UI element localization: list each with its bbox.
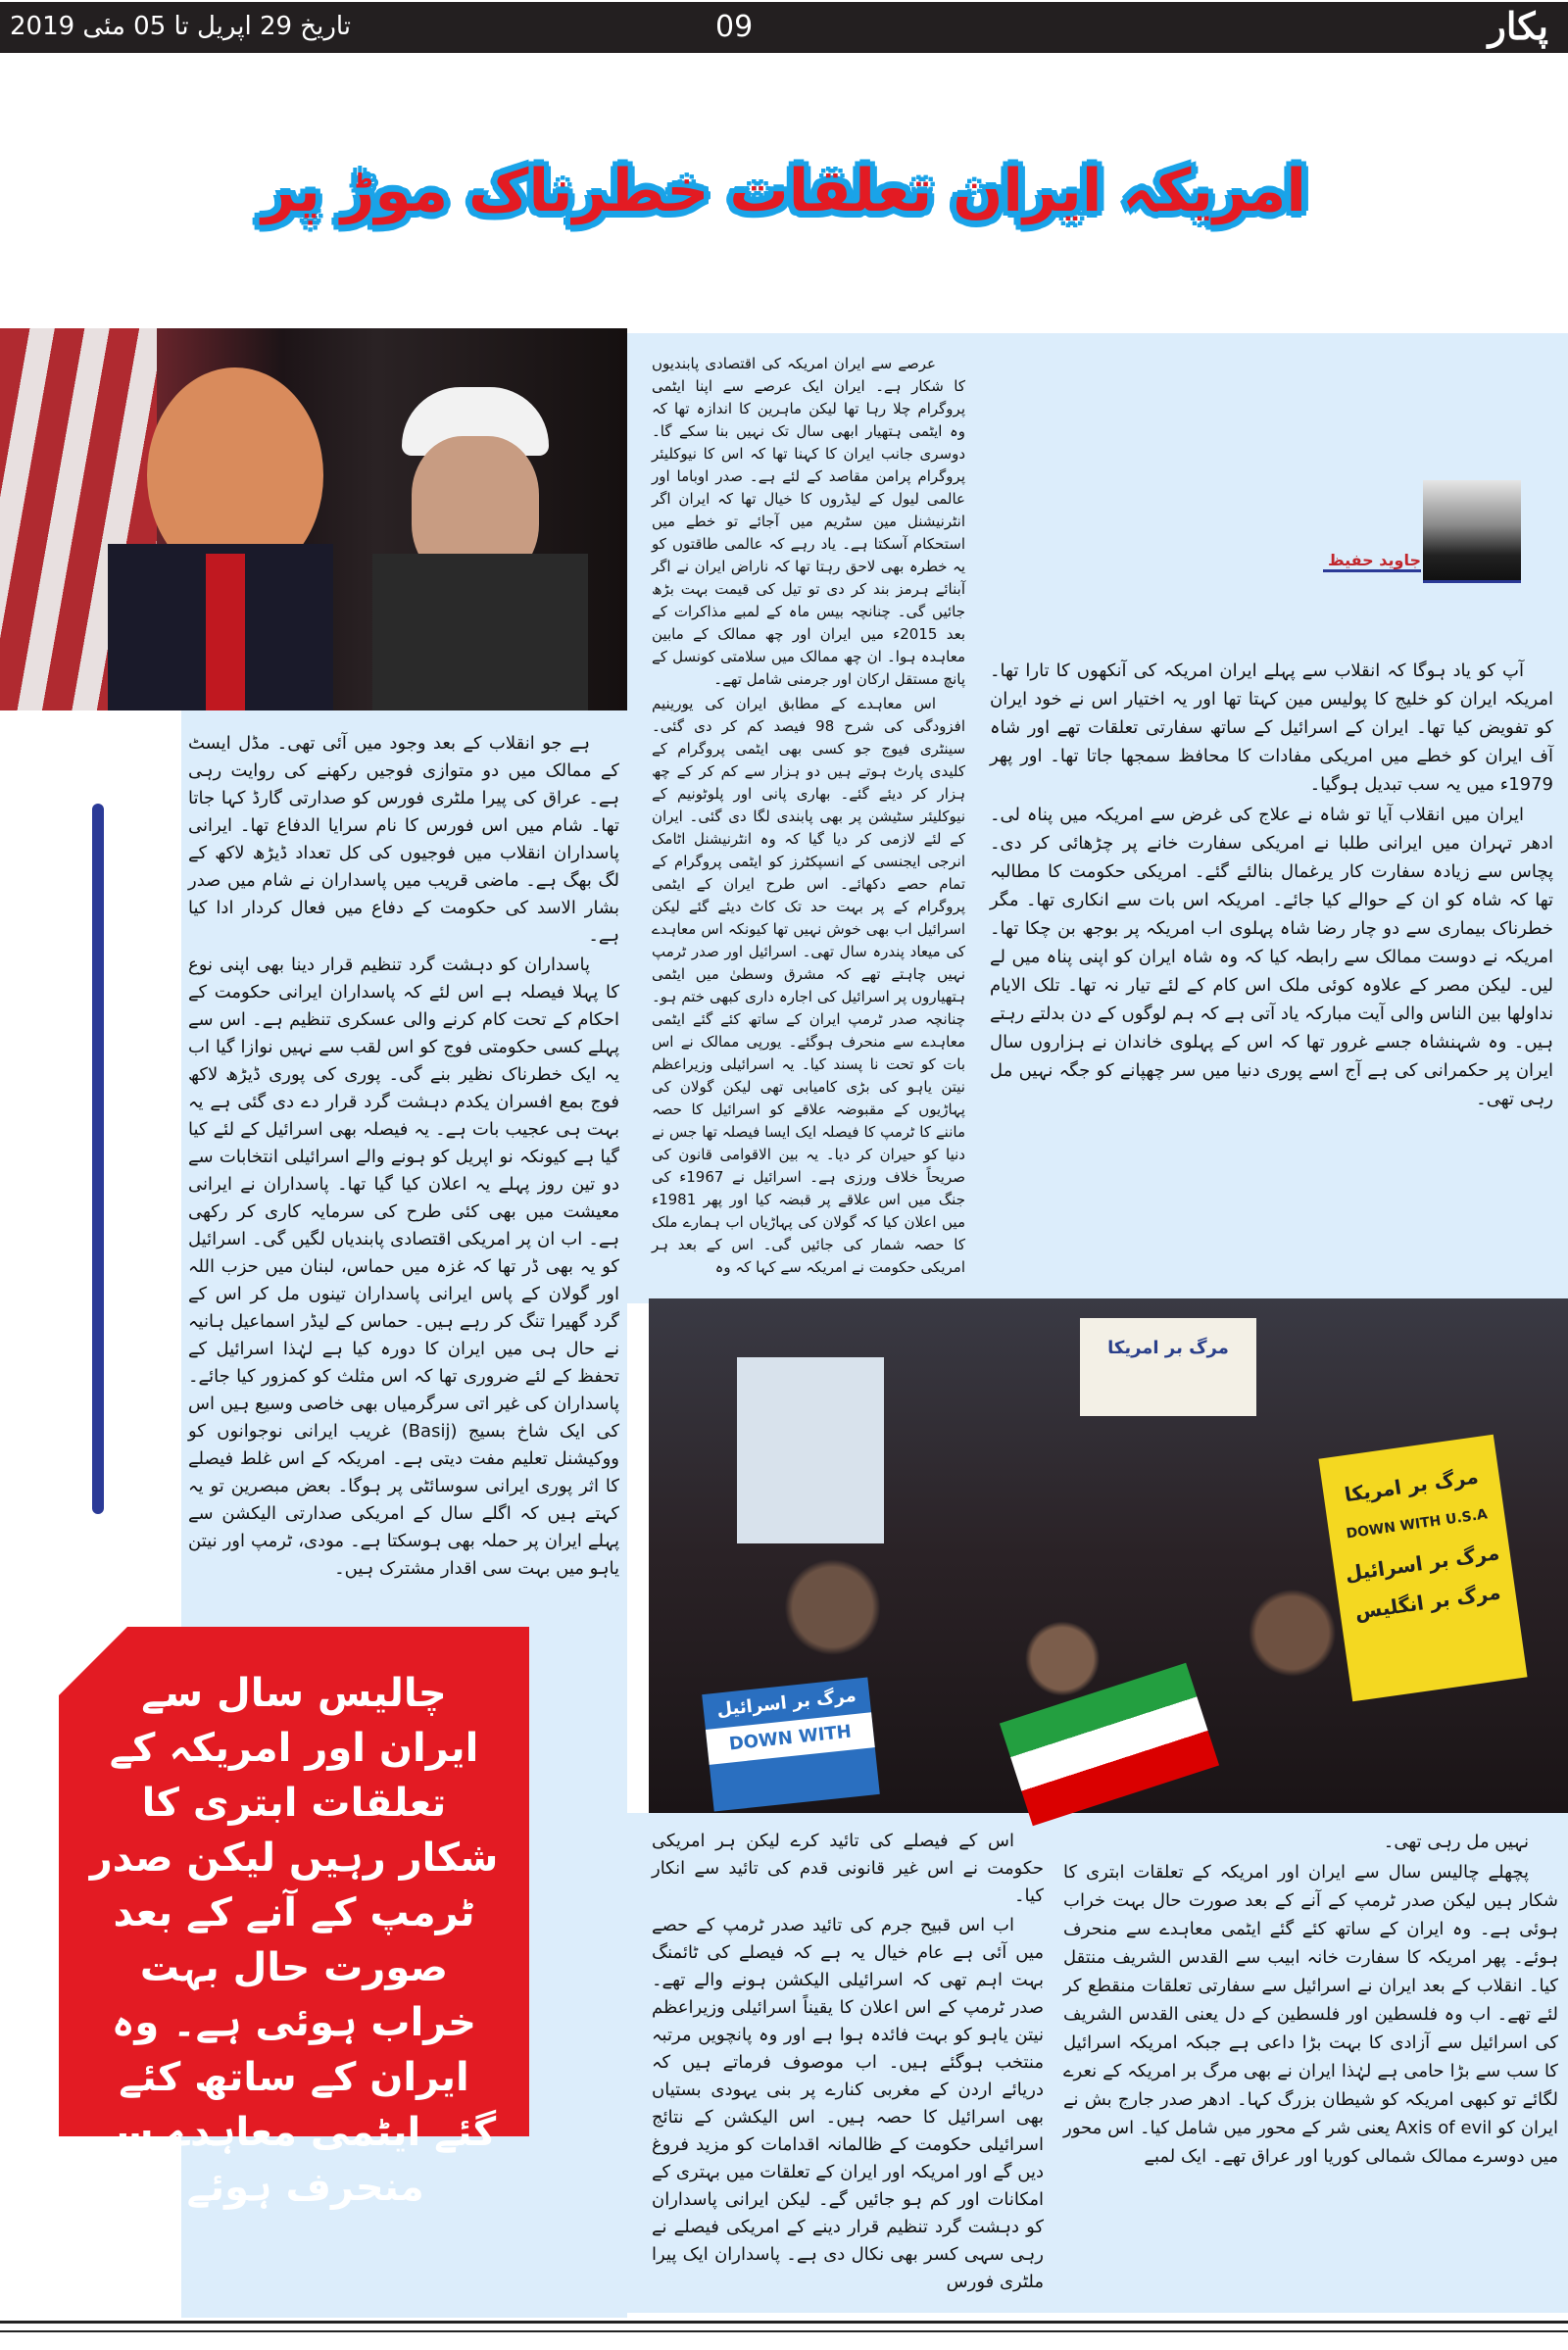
paragraph: آپ کو یاد ہوگا کہ انقلاب سے پہلے ایران امریکہ کی آنکھوں کا تارا تھا۔ امریکہ ایران کو خلیج کا پولیس مین کہتا تھا اور یہ اختیار اس نے خود ایران کو تفویض کیا تھا۔ ایران کے اسرائیل کے ساتھ سفارتی تعلقات تھے اور شاہ آف ایران کو خطے میں امریکی مفادات کا محافظ سمجھا جاتا تھا۔ اور پھر 1979ء میں یہ سب تبدیل ہوگیا۔ <box>990 661 1553 795</box>
issue-date: تاریخ 29 اپریل تا 05 مئی 2019 <box>10 12 352 41</box>
bottom-rule <box>0 2330 1568 2332</box>
masthead-bar <box>0 2 1568 53</box>
sign-text: مرگ بر انگلیس <box>1353 1580 1502 1624</box>
column-middle-bottom <box>652 1828 1044 2308</box>
sign-text: مرگ بر اسرائیل <box>1344 1541 1501 1586</box>
page-number: 09 <box>715 10 754 44</box>
paragraph: اب اس قبیح جرم کی تائید صدر ٹرمپ کے حصے میں آئی ہے عام خیال یہ ہے کہ فیصلے کی ٹائمنگ بہت اہم تھی کہ اسرائیلی الیکشن ہونے والے تھے۔ صدر ٹرمپ کے اس اعلان کا یقیناً اسرائیلی وزیراعظم نیتن یاہو کو بہت فائدہ ہوا ہے اور وہ پانچویں مرتبہ منتخب ہوگئے ہیں۔ اب موصوف فرماتے ہیں کہ دریائے اردن کے مغربی کنارے پر بنی یہودی بستیاں بھی اسرائیل کا حصہ ہیں۔ اس الیکشن کے نتائج اسرائیلی حکومت کے ظالمانہ اقدامات کو مزید فروغ دیں گے اور امریکہ اور ایران کے تعلقات میں بہتری کے امکانات اور کم ہو جائیں گے۔ لیکن ایرانی پاسداران کو دہشت گرد تنظیم قرار دینے کے امریکی فیصلے نے رہی سہی کسر بھی نکال دی ہے۔ پاسداران ایک پیرا ملٹری فورس <box>652 1915 1044 2292</box>
column-right-bottom <box>1063 1828 1558 2308</box>
sign-text: DOWN WITH U.S.A <box>1345 1506 1489 1542</box>
paragraph: ایران میں انقلاب آیا تو شاہ نے علاج کی غرض سے امریکہ میں پناہ لی۔ ادھر تہران میں ایرانی طلبا نے امریکی سفارت خانے پر چڑھائی کر دی۔ پچاس سے زیادہ سفارت کار یرغمال بنالئے گئے۔ امریکی حکومت کا مطالبہ تھا کہ شاہ کو ان کے حوالے کیا جائے۔ امریکہ اس بات سے انکاری تھا۔ مگر خطرناک بیماری سے دو چار رضا شاہ پہلوی اب امریکہ پر بوجھ بن چکا تھا۔ امریکہ نے دوست ممالک سے رابطہ کیا کہ وہ شاہ ایران کو اپنی پناہ میں لے لیں۔ لیکن مصر کے علاوہ کوئی ملک اس کام کے لئے تیار نہ تھا۔ تلک الایام نداولھا بین الناس والی آیت مبارکہ یاد آتی ہے کہ ہم لوگوں کے دن بدلتے رہتے ہیں۔ وہ شہنشاہ جسے غرور تھا کہ اس کے پہلوی خاندان نے ہزاروں سال ایران پر حکمرانی کی ہے آج اسے پوری دنیا میں سر چھپانے کو جگہ نہیں مل رہی تھی۔ <box>990 805 1553 1109</box>
iran-flag <box>1000 1663 1219 1826</box>
paragraph: اس کے فیصلے کی تائید کرے لیکن ہر امریکی حکومت نے اس غیر قانونی قدم کی تائید سے انکار کیا۔ <box>652 1831 1044 1906</box>
paragraph: ہے جو انقلاب کے بعد وجود میں آئی تھی۔ مڈل ایسٹ کے ممالک میں دو متوازی فوجیں رکھنے کی روایت رہی ہے۔ عراق کی پیرا ملٹری فورس کو صدارتی گارڈ کہا جاتا تھا۔ شام میں اس فورس کا نام سرایا الدفاع تھا۔ ایرانی پاسداران انقلاب میں فوجیوں کی کل تعداد ڈیڑھ لاکھ کے لگ بھگ ہے۔ ماضی قریب میں پاسداران نے شام میں صدر بشار الاسد کی حکومت کے دفاع میں فعال کردار ادا کیا ہے۔ <box>188 733 619 946</box>
author-photo <box>1423 480 1521 583</box>
column-middle-top <box>652 353 965 1294</box>
column-left-top <box>188 730 619 1612</box>
protest-crowd-photo <box>649 1298 1568 1813</box>
poster <box>737 1357 884 1543</box>
protest-sign: مرگ بر امریکا <box>1080 1318 1256 1416</box>
sign-text: DOWN WITH <box>706 1712 875 1765</box>
paragraph: نہیں مل رہی تھی۔ <box>1383 1832 1529 1852</box>
protest-sign <box>702 1677 880 1811</box>
protest-sign <box>1318 1435 1527 1702</box>
sign-text: مرگ بر اسرائیل <box>715 1685 858 1721</box>
trump-rouhani-photo <box>0 328 627 710</box>
newspaper-logo: پکار <box>1488 4 1548 48</box>
bottom-rule <box>0 2321 1568 2324</box>
headline: امریکہ ایران تعلقات خطرناک موڑ پر <box>262 157 1306 225</box>
paragraph: اس معاہدے کے مطابق ایران کی یورینیم افزودگی کی شرح 98 فیصد کم کر دی گئی۔ سینٹری فیوج جو کسی بھی ایٹمی پروگرام کے کلیدی پارٹ ہوتے ہیں دو ہزار سے کم کر کے چھ ہزار کر دیئے گئے۔ بھاری پانی اور پلوٹونیم کے نیوکلیئر سٹیشن پر بھی پابندی لگا دی گئی۔ ایران کے لئے لازمی کر دیا گیا کہ وہ انٹرنیشنل اٹامک انرجی ایجنسی کے انسپکٹرز کو ایٹمی پروگرام کے تمام حصے دکھائے۔ اس طرح ایران کے ایٹمی پروگرام کے پر بہت حد تک کاٹ دیئے گئے لیکن اسرائیل اب بھی خوش نہیں تھا کیونکہ اس معاہدے کی میعاد پندرہ سال تھی۔ اسرائیل اور صدر ٹرمپ نہیں چاہتے تھے کہ مشرق وسطیٰ میں ایٹمی ہتھیاروں پر اسرائیل کی اجارہ داری کبھی ختم ہو۔ چنانچہ صدر ٹرمپ ایران کے ساتھ کئے گئے ایٹمی معاہدے سے منحرف ہوگئے۔ یورپی ممالک نے اس بات کو تحت نا پسند کیا۔ یہ اسرائیلی وزیراعظم نیتن یاہو کی بڑی کامیابی تھی لیکن گولان کی پہاڑیوں کے مقبوضہ علاقے کو اسرائیل کا حصہ ماننے کا ٹرمپ کا فیصلہ ایک ایسا فیصلہ تھا جس نے دنیا کو حیران کر دیا۔ یہ بین الاقوامی قانون کی صریحاً خلاف ورزی ہے۔ اسرائیل نے 1967ء کی جنگ میں اس علاقے پر قبضہ کیا اور پھر 1981ء میں اعلان کیا کہ گولان کی پہاڑیاں اب ہمارے ملک کا حصہ شمار کی جائیں گی۔ اس کے بعد ہر امریکی حکومت نے امریکہ سے کہا کہ وہ <box>652 695 965 1276</box>
paragraph: عرصے سے ایران امریکہ کی اقتصادی پابندیوں کا شکار ہے۔ ایران ایک عرصے سے اپنا ایٹمی پروگرام چلا رہا تھا لیکن ماہرین کا اندازہ تھا کہ وہ ایٹمی ہتھیار ابھی سال تک نہیں بنا سکے گا۔ دوسری جانب ایران کا کہنا تھا کہ اس کا نیوکلیئر پروگرام پرامن مقاصد کے لئے ہے۔ صدر اوباما اور عالمی لیول کے لیڈروں کا خیال تھا کہ ایران اگر انٹرنیشنل مین سٹریم میں آجائے تو خطے میں استحکام آسکتا ہے۔ یاد رہے کہ عالمی طاقتوں کو یہ خطرہ بھی لاحق رہتا تھا کہ ناراض ایران نے اگر آبنائے ہرمز بند کر دی تو تیل کی قیمت بہت بڑھ جائیں گی۔ چنانچہ بیس ماہ کے لمبے مذاکرات کے بعد 2015ء میں ایران اور چھ ممالک کے مابین معاہدہ ہوا۔ ان چھ ممالک میں سلامتی کونسل کے پانچ مستقل ارکان اور جرمنی شامل تھے۔ <box>652 355 965 688</box>
decorative-bar <box>92 804 104 1514</box>
paragraph: پچھلے چالیس سال سے ایران اور امریکہ کے تعلقات ابتری کا شکار ہیں لیکن صدر ٹرمپ کے آنے کے بعد صورت حال بہت خراب ہوئی ہے۔ وہ ایران کے ساتھ کئے گئے ایٹمی معاہدے سے منحرف ہوئے۔ پھر امریکہ کا سفارت خانہ ابیب سے القدس الشریف منتقل کیا۔ انقلاب کے بعد ایران نے اسرائیل سے سفارتی تعلقات منقطع کر لئے تھے۔ اب وہ فلسطین اور فلسطین کے دل یعنی القدس الشریف کی اسرائیل سے آزادی کا بہت بڑا داعی ہے جبکہ امریکہ اسرائیل کا سب سے بڑا حامی ہے لہٰذا ایران نے بھی مرگ بر امریکہ کے نعرے لگائے تو کبھی امریکہ کو شیطان بزرگ کہا۔ ادھر صدر جارج بش نے ایران کو Axis of evil یعنی شر کے محور میں شامل کیا۔ اس محور میں دوسرے ممالک شمالی کوریا اور عراق تھے۔ ایک لمبے <box>1063 1862 1558 2167</box>
author-byline: جاوید حفیظ <box>1323 551 1421 572</box>
sign-text: مرگ بر امریکا <box>1343 1464 1480 1507</box>
paragraph: پاسداران کو دہشت گرد تنظیم قرار دینا بھی اپنی نوع کا پہلا فیصلہ ہے اس لئے کہ پاسداران ایرانی حکومت کے احکام کے تحت کام کرنے والی عسکری تنظیم ہے۔ اس سے پہلے کسی حکومتی فوج کو اس لقب سے نہیں نوازا گیا اب یہ ایک خطرناک نظیر بنے گی۔ پوری کی پوری ڈیڑھ لاکھ فوج بمع افسران یکدم دہشت گرد قرار دے دی گئی ہے یہ بہت ہی عجیب بات ہے۔ یہ فیصلہ بھی اسرائیل کے لئے کیا گیا ہے کیونکہ نو اپریل کو ہونے والے اسرائیلی انتخابات سے دو تین روز پہلے یہ اعلان کیا گیا تھا۔ پاسداران نے ایرانی معیشت میں بھی کئی طرح کی سرمایہ کاری کر رکھی ہے۔ اب ان پر امریکی اقتصادی پابندیاں لگیں گی۔ اسرائیل کو یہ بھی ڈر تھا کہ غزہ میں حماس، لبنان میں حزب اللہ اور گولان کے پاس ایرانی پاسداران تینوں مل کر اس کے گرد گھیرا تنگ کر رہے ہیں۔ حماس کے لیڈر اسماعیل ہانیہ نے حال ہی میں ایران کا دورہ کیا ہے لہٰذا اسرائیل کے تحفظ کے لئے ضروری تھا کہ اس مثلث کو کمزور کیا جائے۔ پاسداران کی غیر اتی سرگرمیاں بھی خاصی وسیع ہیں اس کی ایک شاخ بسیج (Basij) غریب ایرانی نوجوانوں کو ووکیشنل تعلیم مفت دیتی ہے۔ امریکہ کے اس غلط فیصلے کا اثر پوری ایرانی سوسائٹی پر ہوگا۔ بعض مبصرین تو یہ کہتے ہیں کہ اگلے سال کے امریکی صدارتی الیکشن سے پہلے ایران پر حملہ بھی ہوسکتا ہے۔ مودی، ٹرمپ اور نیتن یاہو میں بہت سی اقدار مشترک ہیں۔ <box>188 955 620 1579</box>
column-right-top <box>990 657 1553 1294</box>
pull-quote-box <box>59 1627 529 2210</box>
pull-quote: چالیس سال سے ایران اور امریکہ کے تعلقات ابتری کا شکار رہیں لیکن صدر ٹرمپ کے آنے کے بعد صورت حال بہت خراب ہوئی ہے۔ وہ ایران کے ساتھ کئے گئے ایٹمی معاہدے سے منحرف ہوئے۔ <box>89 1671 499 2210</box>
